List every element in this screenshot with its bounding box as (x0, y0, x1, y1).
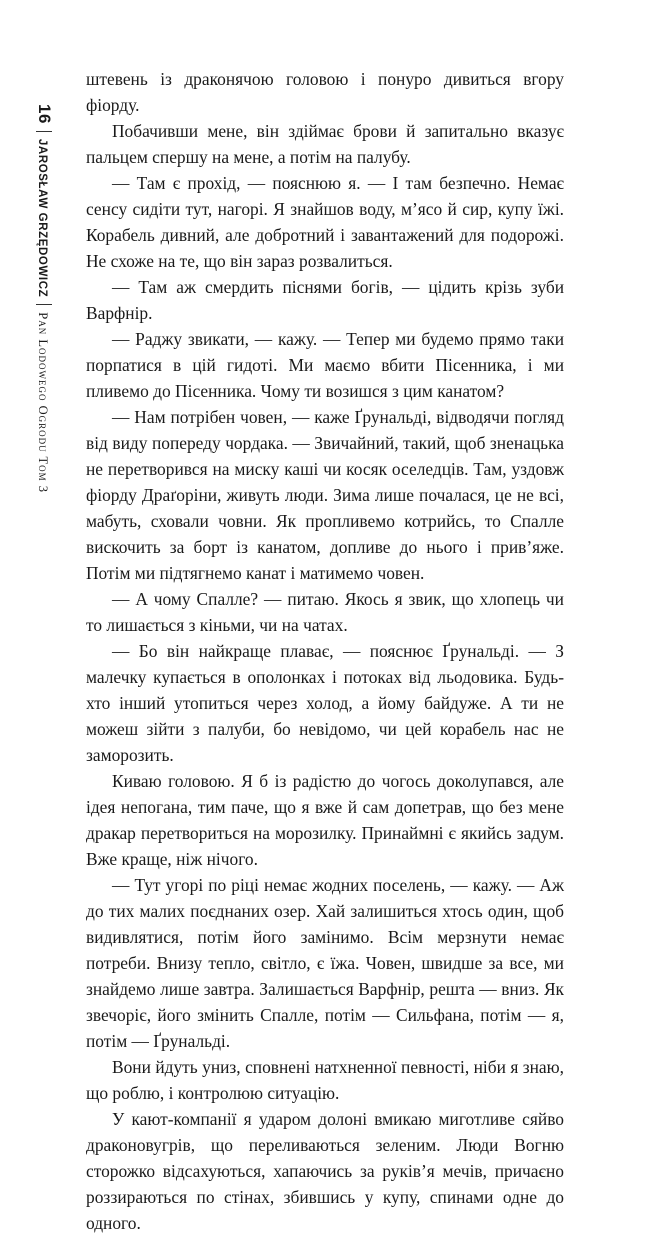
body-text (86, 66, 564, 1236)
paragraph: — Раджу звикати, — кажу. — Тепер ми будемо прямо таки порпатися в цій гидоті. Ми маємо вбити Пісенника, і ми пливемо до Пісенника. Чому ти возишся з цим канатом? (86, 329, 564, 401)
paragraph: Вони йдуть униз, сповнені натхненної певності, ніби я знаю, що роблю, і контролюю ситуацію. (86, 1057, 564, 1103)
paragraph: У кают-компанії я ударом долоні вмикаю миготливе сяйво драконовугрів, що переливаються зеленим. Люди Вогню сторожко відсахуються, хапаючись за руків’я мечів, причаєно роззираються по стінах, збившись у купу, спинами одне до одного. (86, 1109, 564, 1233)
author-name: JAROSŁAW GRZĘDOWICZ (36, 138, 48, 298)
running-head-line (34, 104, 54, 493)
page-number: 16 (35, 104, 54, 124)
paragraph: — А чому Спалле? — питаю. Якось я звик, що хлопець чи то лишається з кіньми, чи на чатах. (86, 589, 564, 635)
paragraph: штевень із драконячою головою і понуро дивиться вгору фіорду. (86, 69, 564, 115)
separator (36, 304, 52, 305)
paragraph: — Нам потрібен човен, — каже Ґрунальді, відводячи погляд від виду попереду чордака. — Звичайний, такий, щоб зненацька не перетворився на миску каші чи косяк оселедців. Там, уздовж фіорду Драґоріни, живуть люди. Зима лише почалася, це не всі, мабуть, сховали човни. Як пропливемо котрийсь, то Спалле вискочить за борт із канатом, допливе до нього і прив’яже. Потім ми підтягнемо канат і матимемо човен. (86, 407, 564, 583)
paragraph: — Там аж смердить піснями богів, — цідить крізь зуби Варфнір. (86, 277, 564, 323)
paragraph: Побачивши мене, він здіймає брови й запитально вказує пальцем спершу на мене, а потім на палубу. (86, 121, 564, 167)
paragraph: Киваю головою. Я б із радістю до чогось доколупався, але ідея непогана, тим паче, що я вже й сам допетрав, що без мене дракар перетвориться на морозилку. Принаймні є якийсь задум. Вже краще, ніж нічого. (86, 771, 564, 869)
book-title: Pan Lodowego Ogrodu Tom 3 (36, 312, 50, 494)
paragraph: — Там є прохід, — пояснюю я. — І там безпечно. Немає сенсу сидіти тут, нагорі. Я знайшов воду, м’ясо й сир, купу їжі. Корабель дивний, але добротний і завантажений для подорожі. Не схоже на те, що він зараз розвалиться. (86, 173, 564, 271)
separator (36, 131, 52, 132)
paragraph: — Тут угорі по ріці немає жодних поселень, — кажу. — Аж до тих малих поєднаних озер. Хай залишиться хтось один, щоб видивлятися, потім його замінимо. Всім мерзнути немає потреби. Внизу тепло, світло, є їжа. Човен, швидше за все, ми знайдемо лише завтра. Залишається Варфнір, решта — вниз. Як звечоріє, його змінить Спалле, потім — Сильфана, потім — я, потім — Ґрунальді. (86, 875, 564, 1051)
paragraph: — Бо він найкраще плаває, — пояснює Ґрунальді. — З малечку купається в ополонках і потоках від льодовика. Будь-хто інший утопиться через холод, а йому байдуже. А ти не можеш зійти з палуби, бо невідомо, чи цей корабель нас не заморозить. (86, 641, 564, 765)
running-head (30, 104, 60, 494)
